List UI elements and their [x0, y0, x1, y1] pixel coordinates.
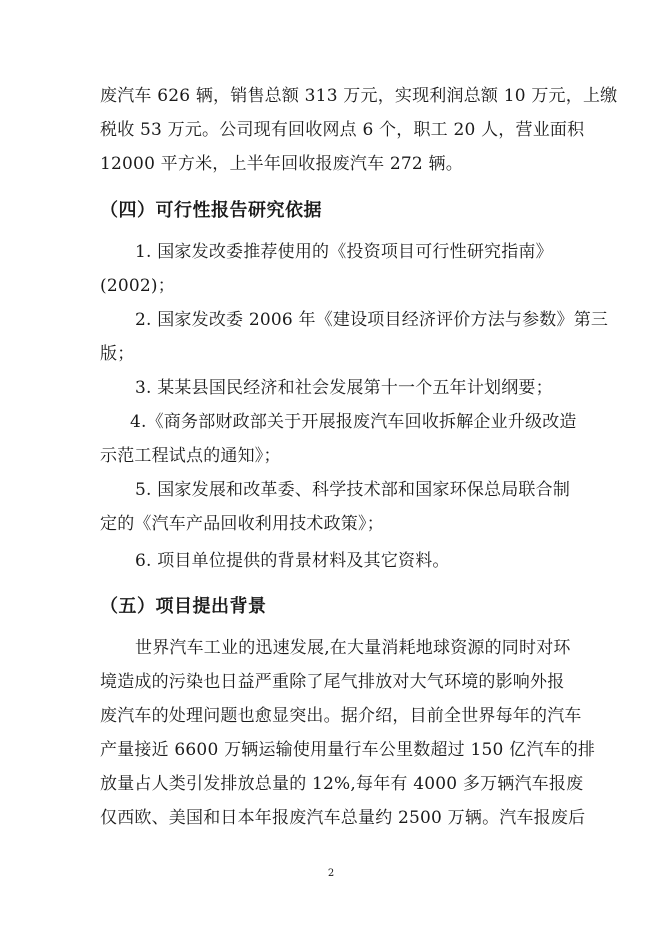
- background-line-1: 世界汽车工业的迅速发展,在大量消耗地球资源的同时对环: [135, 638, 571, 658]
- background-line-3: 废汽车的处理问题也愈显突出。据介绍，目前全世界每年的汽车: [100, 706, 582, 726]
- list-item-1-line-1: 1. 国家发改委推荐使用的《投资项目可行性研究指南》: [135, 242, 553, 262]
- section-5-heading: （五）项目提出背景: [100, 596, 267, 617]
- list-item-3-line-1: 3. 某某县国民经济和社会发展第十一个五年计划纲要；: [135, 378, 553, 398]
- list-item-4-line-1: 4.《商务部财政部关于开展报废汽车回收拆解企业升级改造: [130, 412, 577, 432]
- intro-line-2: 税收 53 万元。公司现有回收网点 6 个，职工 20 人，营业面积: [100, 120, 585, 140]
- background-line-4: 产量接近 6600 万辆运输使用量行车公里数超过 150 亿汽车的排: [100, 740, 596, 760]
- background-line-2: 境造成的污染也日益严重除了尾气排放对大气环境的影响外报: [100, 672, 565, 692]
- background-line-6: 仅西欧、美国和日本年报废汽车总量约 2500 万辆。汽车报废后: [100, 808, 586, 828]
- list-item-5-line-2: 定的《汽车产品回收利用技术政策》；: [100, 514, 384, 534]
- list-item-1-line-2: (2002)；: [100, 276, 175, 296]
- list-item-5-line-1: 5. 国家发展和改革委、科学技术部和国家环保总局联合制: [135, 480, 571, 500]
- background-line-5: 放量占人类引发排放总量的 12%,每年有 4000 多万辆汽车报废: [100, 774, 584, 794]
- list-item-2-line-2: 版；: [100, 344, 135, 364]
- list-item-4-line-2: 示范工程试点的通知》；: [100, 446, 281, 466]
- section-4-heading: （四）可行性报告研究依据: [100, 200, 322, 221]
- intro-line-1: 废汽车 626 辆，销售总额 313 万元，实现利润总额 10 万元，上缴: [100, 86, 618, 106]
- list-item-6-line-1: 6. 项目单位提供的背景材料及其它资料。: [135, 551, 450, 571]
- page-number: 2: [327, 868, 335, 879]
- intro-line-3: 12000 平方米，上半年回收报废汽车 272 辆。: [100, 154, 463, 174]
- list-item-2-line-1: 2. 国家发改委 2006 年《建设项目经济评价方法与参数》第三: [135, 310, 609, 330]
